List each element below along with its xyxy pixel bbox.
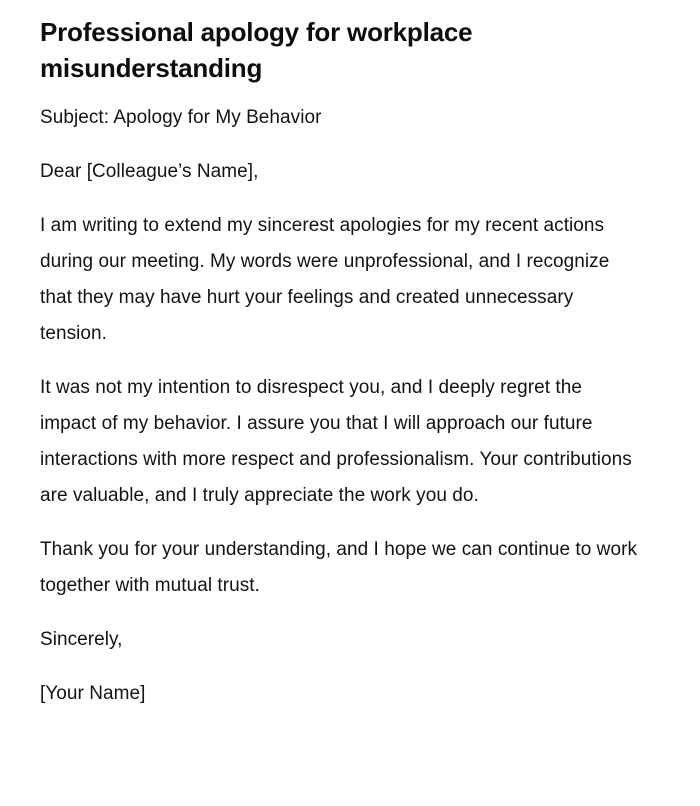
body-paragraph-1: I am writing to extend my sincerest apologies for my recent actions during our meeting. My words were unprofessional, and I recognize that they may have hurt your feelings and created unnecessary tension. — [40, 215, 610, 344]
body-paragraph-3: Thank you for your understanding, and I hope we can continue to work together with mutual trust. — [40, 539, 637, 596]
signature: [Your Name] — [40, 683, 146, 704]
closing: Sincerely, — [40, 629, 123, 650]
salutation: Dear [Colleague’s Name], — [40, 161, 259, 182]
letter-body — [40, 100, 640, 712]
subject-line: Subject: Apology for My Behavior — [40, 107, 322, 128]
page-title: Professional apology for workplace misunderstanding — [40, 17, 473, 83]
body-paragraph-2: It was not my intention to disrespect you, and I deeply regret the impact of my behavior. I assure you that I will approach our future interactions with more respect and professionalism. Your contributions are valuable, and I truly appreciate the work you do. — [40, 377, 632, 506]
